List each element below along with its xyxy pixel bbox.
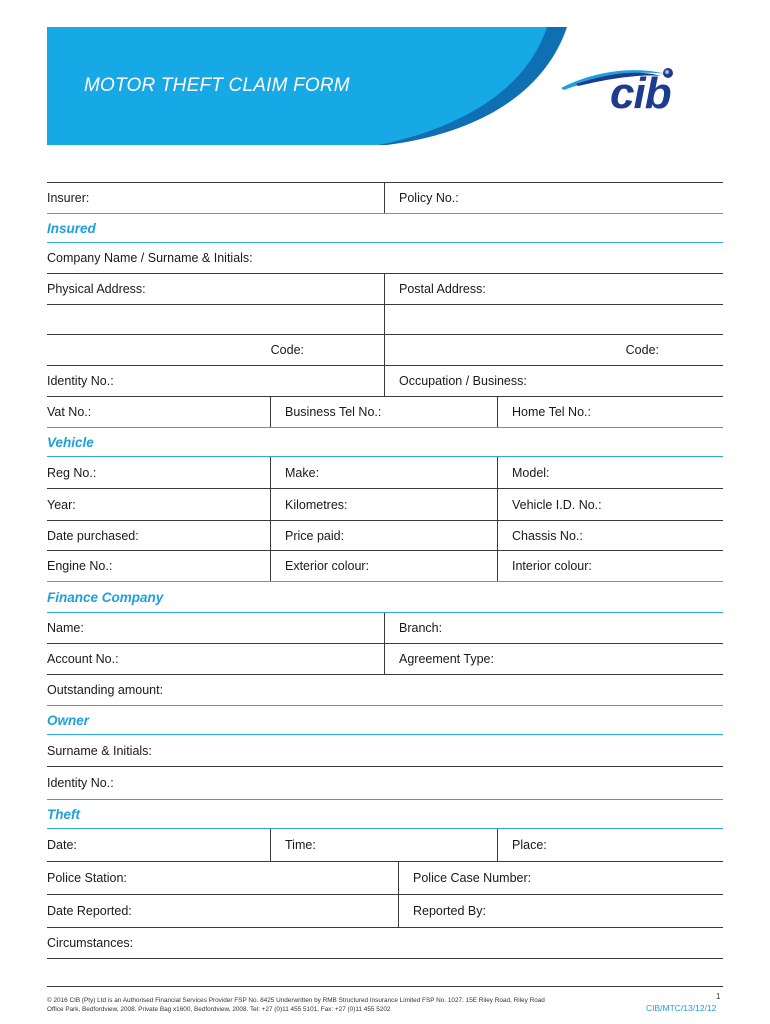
cib-logo-text: cib <box>610 69 671 118</box>
section-theft: Theft <box>47 806 80 822</box>
kilometres-field[interactable]: Kilometres: <box>270 489 497 520</box>
circumstances-line[interactable] <box>47 959 723 992</box>
finance-branch-field[interactable]: Branch: <box>384 613 723 643</box>
chassis-no-field[interactable]: Chassis No.: <box>497 521 723 550</box>
year-field[interactable]: Year: <box>47 497 76 512</box>
circumstances-field[interactable]: Circumstances: <box>47 936 134 950</box>
section-owner: Owner <box>47 712 90 728</box>
company-name-field[interactable]: Company Name / Surname & Initials: <box>47 251 253 265</box>
make-field[interactable]: Make: <box>270 457 497 488</box>
price-paid-field[interactable]: Price paid: <box>270 521 497 550</box>
police-station-field[interactable]: Police Station: <box>47 871 127 885</box>
outstanding-amount-field[interactable]: Outstanding amount: <box>47 683 164 697</box>
owner-surname-field[interactable]: Surname & Initials: <box>47 743 152 758</box>
home-tel-field[interactable]: Home Tel No.: <box>497 397 723 427</box>
police-case-field[interactable]: Police Case Number: <box>398 862 723 894</box>
business-tel-field[interactable]: Business Tel No.: <box>270 397 497 427</box>
owner-identity-field[interactable]: Identity No.: <box>47 776 114 790</box>
engine-no-field[interactable]: Engine No.: <box>47 559 113 573</box>
footer-divider <box>47 986 723 987</box>
document-code: CIB/MTC/13/12/12 <box>646 1003 717 1013</box>
account-no-field[interactable]: Account No.: <box>47 652 119 666</box>
footer-legal: © 2016 CIB (Pty) Ltd is an Authorised Financial Services Provider FSP No. 8425 Underwritten by RMB Structured Insurance Limited FSP No. 1027. 15E Riley Road, Riley Road Office Park, Bedfordview, 2008. Private Bag x1600, Bedfordview, 2008. Tel: +27 (0)11 455 5101, Fax: +27 (0)11 455 5202 <box>47 997 545 1013</box>
theft-place-field[interactable]: Place: <box>497 829 723 861</box>
postal-address-line2[interactable] <box>384 304 723 334</box>
section-insured: Insured <box>47 220 96 236</box>
theft-date-field[interactable]: Date: <box>47 838 77 852</box>
physical-code-field[interactable]: Code: <box>270 343 304 357</box>
theft-time-field[interactable]: Time: <box>270 829 497 861</box>
page-number: 1 <box>716 992 721 1001</box>
postal-code-field[interactable]: Code: <box>384 335 723 365</box>
policy-no-field[interactable]: Policy No.: <box>384 183 723 213</box>
postal-address-field[interactable]: Postal Address: <box>384 274 723 304</box>
interior-colour-field[interactable]: Interior colour: <box>497 551 723 581</box>
exterior-colour-field[interactable]: Exterior colour: <box>270 551 497 581</box>
claim-form <box>47 182 723 992</box>
physical-address-field[interactable]: Physical Address: <box>47 282 146 296</box>
reg-no-field[interactable]: Reg No.: <box>47 465 97 480</box>
section-vehicle: Vehicle <box>47 434 94 450</box>
agreement-type-field[interactable]: Agreement Type: <box>384 644 723 674</box>
vat-no-field[interactable]: Vat No.: <box>47 405 92 419</box>
form-title: MOTOR THEFT CLAIM FORM <box>84 75 350 96</box>
model-field[interactable]: Model: <box>497 457 723 488</box>
insurer-field[interactable]: Insurer: <box>47 191 90 205</box>
date-reported-field[interactable]: Date Reported: <box>47 904 132 918</box>
identity-no-field[interactable]: Identity No.: <box>47 374 114 388</box>
occupation-field[interactable]: Occupation / Business: <box>384 366 723 396</box>
physical-address-line2[interactable] <box>47 304 384 334</box>
section-finance: Finance Company <box>47 589 164 605</box>
finance-name-field[interactable]: Name: <box>47 621 84 635</box>
date-purchased-field[interactable]: Date purchased: <box>47 528 139 543</box>
reported-by-field[interactable]: Reported By: <box>398 895 723 927</box>
vehicle-id-field[interactable]: Vehicle I.D. No.: <box>497 489 723 520</box>
